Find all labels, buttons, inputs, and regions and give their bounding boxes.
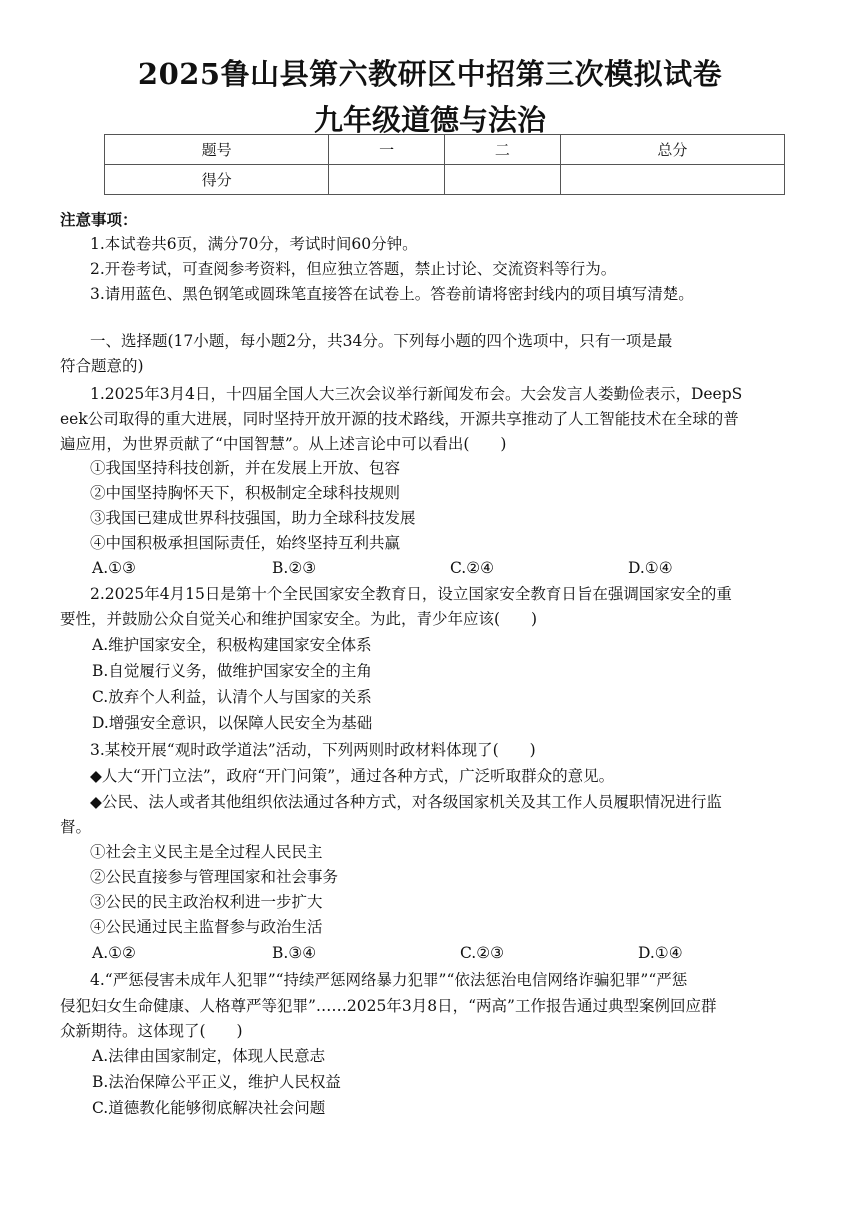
q4-stem: 众新期待。这体现了( ): [60, 1022, 243, 1040]
q4-option-a[interactable]: A.法律由国家制定，体现人民意志: [92, 1047, 326, 1065]
q3-stem: 3.某校开展“观时政学道法”活动，下列两则时政材料体现了( ): [90, 741, 536, 759]
q1-stem: eek公司取得的重大进展，同时坚持开放开源的技术路线，开源共享推动了人工智能技术在全球的普: [60, 410, 739, 428]
score-input-cell[interactable]: [560, 165, 784, 195]
score-input-cell[interactable]: [329, 165, 445, 195]
q4-option-c[interactable]: C.道德教化能够彻底解决社会问题: [92, 1099, 326, 1117]
score-cell: 总分: [560, 135, 784, 165]
q3-material: ◆人大“开门立法”，政府“开门问策”，通过各种方式，广泛听取群众的意见。: [90, 767, 615, 785]
score-cell: 题号: [105, 135, 329, 165]
score-cell: 二: [444, 135, 560, 165]
q4-stem: 4.“严惩侵害未成年人犯罪”“持续严惩网络暴力犯罪”“依法惩治电信网络诈骗犯罪”“严惩: [90, 971, 688, 989]
q1-option-c[interactable]: C.②④: [450, 559, 495, 577]
q1-stem: 遍应用，为世界贡献了“中国智慧”。从上述言论中可以看出( ): [60, 435, 507, 453]
score-table: [104, 134, 785, 195]
notice-item: 3.请用蓝色、黑色钢笔或圆珠笔直接答在试卷上。答卷前请将密封线内的项目填写清楚。: [90, 285, 694, 303]
q3-material: ◆公民、法人或者其他组织依法通过各种方式，对各级国家机关及其工作人员履职情况进行监: [90, 793, 722, 811]
q3-statement: ②公民直接参与管理国家和社会事务: [90, 868, 339, 886]
q4-stem: 侵犯妇女生命健康、人格尊严等犯罪”……2025年3月8日，“两高”工作报告通过典型案例回应群: [60, 997, 717, 1015]
q2-option-a[interactable]: A.维护国家安全，积极构建国家安全体系: [92, 636, 372, 654]
q2-option-c[interactable]: C.放弃个人利益，认清个人与国家的关系: [92, 688, 372, 706]
exam-subtitle: 九年级道德与法治: [313, 103, 546, 137]
q3-option-a[interactable]: A.①②: [92, 944, 136, 962]
q3-material: 督。: [60, 818, 92, 836]
notice-item: 2.开卷考试，可查阅参考资料，但应独立答题，禁止讨论、交流资料等行为。: [90, 260, 617, 278]
q1-statement: ②中国坚持胸怀天下，积极制定全球科技规则: [90, 484, 401, 502]
q3-statement: ④公民通过民主监督参与政治生活: [90, 918, 323, 936]
q4-option-b[interactable]: B.法治保障公平正义，维护人民权益: [92, 1073, 341, 1091]
q3-option-b[interactable]: B.③④: [272, 944, 317, 962]
score-cell: 得分: [105, 165, 329, 195]
score-table-row: [105, 135, 785, 165]
q3-statement: ③公民的民主政治权利进一步扩大: [90, 893, 323, 911]
q2-stem: 2.2025年4月15日是第十个全民国家安全教育日，设立国家安全教育日旨在强调国家安全的重: [90, 585, 732, 603]
notice-item: 1.本试卷共6页，满分70分，考试时间60分钟。: [90, 235, 418, 253]
notice-heading: 注意事项：: [60, 211, 138, 229]
section-heading: 一、选择题(17小题，每小题2分，共34分。下列每小题的四个选项中，只有一项是最: [90, 332, 673, 350]
q3-option-c[interactable]: C.②③: [460, 944, 505, 962]
score-table-row: [105, 165, 785, 195]
q1-stem: 1.2025年3月4日，十四届全国人大三次会议举行新闻发布会。大会发言人娄勤俭表示，DeepS: [90, 385, 743, 403]
q3-statement: ①社会主义民主是全过程人民民主: [90, 843, 323, 861]
q1-statement: ④中国积极承担国际责任，始终坚持互利共赢: [90, 534, 401, 552]
q2-stem: 要性，并鼓励公众自觉关心和维护国家安全。为此，青少年应该( ): [60, 610, 538, 628]
q1-option-a[interactable]: A.①③: [92, 559, 136, 577]
q1-option-d[interactable]: D.①④: [628, 559, 673, 577]
q1-option-b[interactable]: B.②③: [272, 559, 317, 577]
q2-option-b[interactable]: B.自觉履行义务，做维护国家安全的主角: [92, 662, 372, 680]
q3-option-d[interactable]: D.①④: [638, 944, 683, 962]
score-cell: 一: [329, 135, 445, 165]
q1-statement: ①我国坚持科技创新，并在发展上开放、包容: [90, 459, 401, 477]
q1-statement: ③我国已建成世界科技强国，助力全球科技发展: [90, 509, 416, 527]
section-heading-cont: 符合题意的): [60, 357, 144, 375]
exam-title: 2025鲁山县第六教研区中招第三次模拟试卷: [137, 57, 723, 91]
score-input-cell[interactable]: [444, 165, 560, 195]
q2-option-d[interactable]: D.增强安全意识，以保障人民安全为基础: [92, 714, 373, 732]
